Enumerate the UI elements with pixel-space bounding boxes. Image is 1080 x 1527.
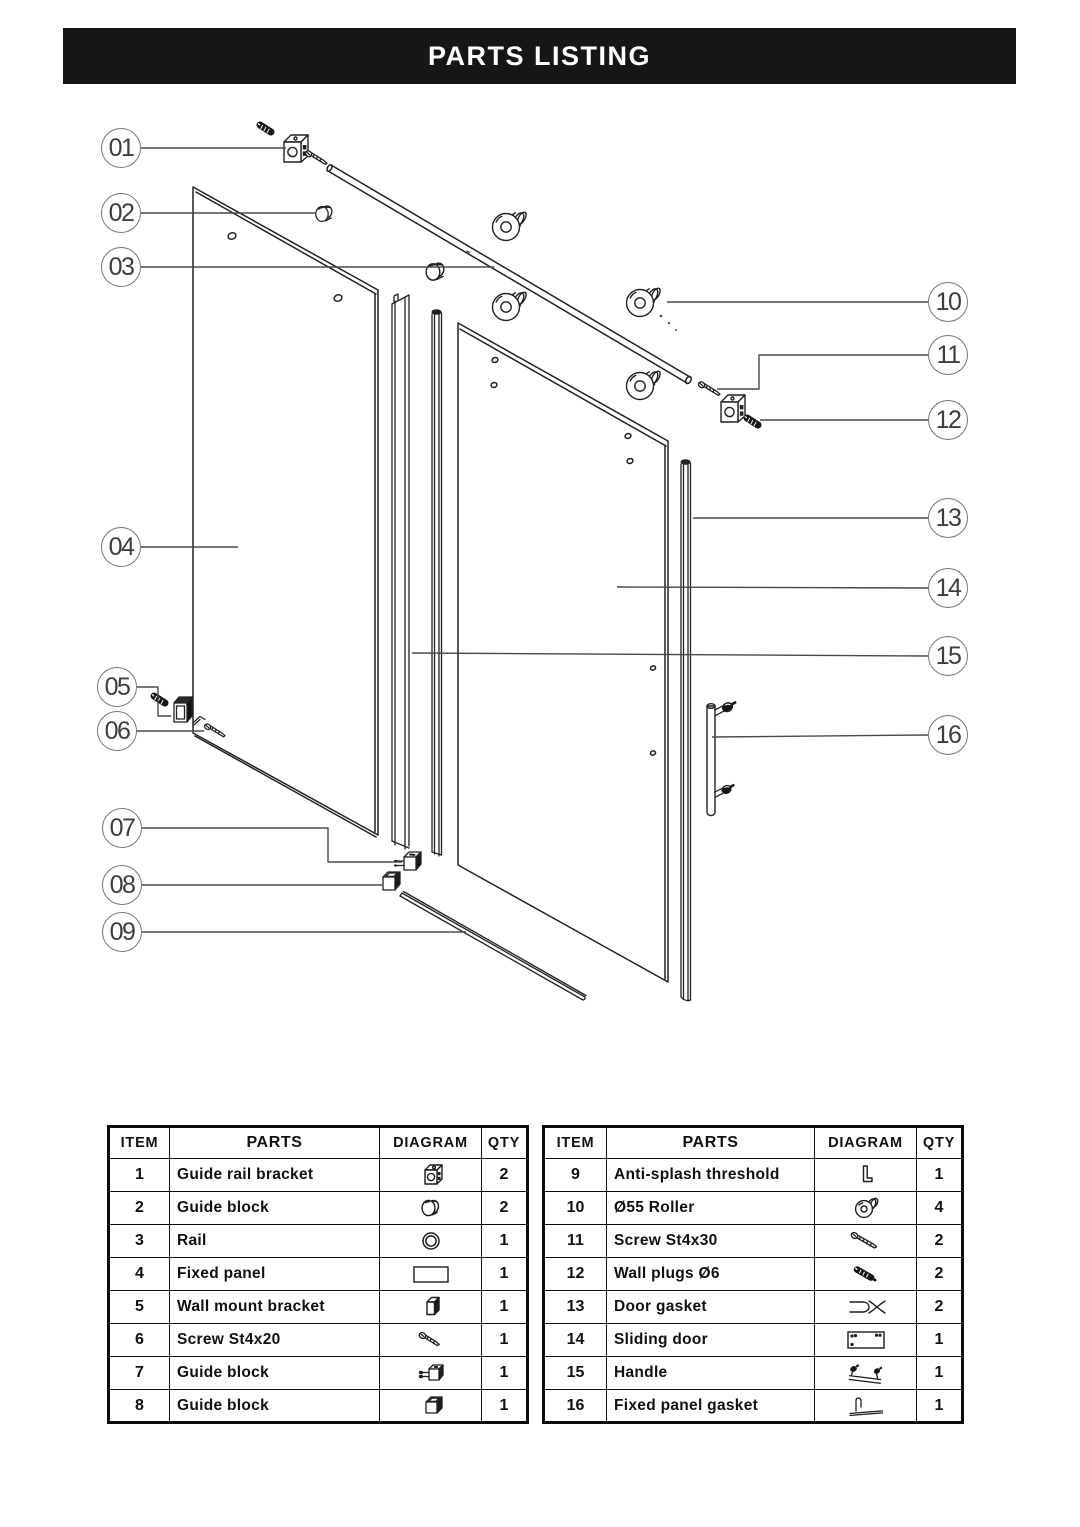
part-name-cell: Sliding door [607,1324,815,1357]
diagram-icon-cell [380,1390,482,1423]
callout-04: 04 [101,527,141,567]
parts-table-left [107,1125,529,1424]
screw-st4x30 [697,381,720,396]
item-number-cell: 12 [544,1258,607,1291]
roller [627,287,662,317]
parts-table-row [544,1192,963,1225]
guide-block-dome [426,261,446,280]
sliding-door-icon [836,1325,896,1355]
handle-screw-bottom [715,784,734,797]
item-number-cell: 13 [544,1291,607,1324]
col-header-diagram: DIAGRAM [815,1127,917,1159]
part-name-cell: Guide block [170,1390,380,1423]
callout-13: 13 [928,498,968,538]
parts-table-row [544,1390,963,1423]
part-name-cell: Rail [170,1225,380,1258]
diagram-icon-cell [380,1291,482,1324]
part-name-cell: Fixed panel [170,1258,380,1291]
guide-block-dome [316,204,334,221]
parts-table-row [544,1324,963,1357]
wall-plug-top [258,124,271,133]
qty-cell: 1 [482,1291,528,1324]
guide-rail-bracket-icon [401,1160,461,1190]
fixed-panel [193,187,378,837]
part-name-cell: Guide block [170,1192,380,1225]
guide-block-pins [394,852,421,870]
callout-10: 10 [928,282,968,322]
fixed-panel-gasket [392,294,409,849]
roller [493,291,528,321]
wall-mount-bracket-icon [401,1292,461,1322]
guide-block-pins-icon [401,1358,461,1388]
parts-table-row [109,1258,528,1291]
part-name-cell: Screw St4x30 [607,1225,815,1258]
item-number-cell: 9 [544,1159,607,1192]
diagram-icon-cell [380,1159,482,1192]
parts-table-left-body [109,1159,528,1423]
callout-08: 08 [102,865,142,905]
item-number-cell: 2 [109,1192,170,1225]
diagram-icon-cell [380,1225,482,1258]
qty-cell: 2 [917,1225,963,1258]
part-name-cell: Guide block [170,1357,380,1390]
handle [707,701,735,815]
item-number-cell: 4 [109,1258,170,1291]
parts-table-right-body [544,1159,963,1423]
callout-11: 11 [928,335,968,375]
part-name-cell: Ø55 Roller [607,1192,815,1225]
qty-cell: 1 [482,1225,528,1258]
qty-cell: 1 [482,1357,528,1390]
callout-14: 14 [928,568,968,608]
parts-table-row [544,1159,963,1192]
part-name-cell: Door gasket [607,1291,815,1324]
sliding-door [458,323,668,982]
parts-table-row [544,1291,963,1324]
parts-table-row [544,1225,963,1258]
item-number-cell: 11 [544,1225,607,1258]
wall-plug-right [745,417,758,426]
diagram-icon-cell [815,1258,917,1291]
callout-07: 07 [102,808,142,848]
handle-icon [836,1358,896,1388]
col-header-item: ITEM [109,1127,170,1159]
parts-table-row [109,1291,528,1324]
wall-mount-bracket [174,697,192,722]
callout-06: 06 [97,711,137,751]
alignment-dots [660,315,677,331]
col-header-qty: QTY [482,1127,528,1159]
item-number-cell: 1 [109,1159,170,1192]
parts-table-row [544,1258,963,1291]
diagram-icon-cell [815,1159,917,1192]
screw-top [304,150,327,165]
item-number-cell: 5 [109,1291,170,1324]
screw-st4x20-icon [401,1325,461,1355]
item-number-cell: 7 [109,1357,170,1390]
screw-st4x30-icon [836,1226,896,1256]
parts-table-row [109,1390,528,1423]
part-name-cell: Fixed panel gasket [607,1390,815,1423]
callout-02: 02 [101,193,141,233]
qty-cell: 1 [917,1357,963,1390]
parts-table-row [544,1357,963,1390]
diagram-icon-cell [815,1291,917,1324]
qty-cell: 1 [917,1159,963,1192]
parts-table-right-header [544,1127,963,1159]
callout-03: 03 [101,247,141,287]
guide-block-box-icon [401,1391,461,1421]
item-number-cell: 14 [544,1324,607,1357]
diagram-icon-cell [815,1324,917,1357]
diagram-icon-cell [380,1324,482,1357]
part-name-cell: Handle [607,1357,815,1390]
callout-15: 15 [928,636,968,676]
qty-cell: 1 [482,1258,528,1291]
parts-table-row [109,1324,528,1357]
item-number-cell: 3 [109,1225,170,1258]
anti-splash-threshold-icon [836,1160,896,1190]
handle-screw-top [715,701,736,715]
roller [493,211,528,241]
diagram-icon-cell [380,1258,482,1291]
col-header-qty: QTY [917,1127,963,1159]
qty-cell: 4 [917,1192,963,1225]
door-gasket-icon [836,1292,896,1322]
page-title: PARTS LISTING [427,40,651,71]
diagram-icon-cell [380,1192,482,1225]
parts-table-row [109,1225,528,1258]
part-name-cell: Screw St4x20 [170,1324,380,1357]
roller-icon [836,1193,896,1223]
callout-09: 09 [102,912,142,952]
part-name-cell: Wall mount bracket [170,1291,380,1324]
item-number-cell: 15 [544,1357,607,1390]
parts-table-row [109,1159,528,1192]
qty-cell: 2 [482,1159,528,1192]
fixed-panel-icon [401,1259,461,1289]
part-name-cell: Anti-splash threshold [607,1159,815,1192]
guide-block-box [383,872,400,890]
rail-icon [401,1226,461,1256]
qty-cell: 1 [482,1324,528,1357]
callout-01: 01 [101,128,141,168]
guide-rail-bracket-top [284,135,308,162]
qty-cell: 1 [917,1390,963,1423]
part-name-cell: Wall plugs Ø6 [607,1258,815,1291]
col-header-diagram: DIAGRAM [380,1127,482,1159]
qty-cell: 2 [482,1192,528,1225]
guide-rail-bracket-right [721,395,745,422]
qty-cell: 1 [917,1324,963,1357]
part-name-cell: Guide rail bracket [170,1159,380,1192]
wall-plugs-icon [836,1259,896,1289]
parts-table-left-header [109,1127,528,1159]
item-number-cell: 6 [109,1324,170,1357]
roller [627,370,662,400]
diagram-icon-cell [815,1390,917,1423]
col-header-item: ITEM [544,1127,607,1159]
door-gasket-right [681,459,691,1001]
fixed-panel-gasket-icon [836,1391,896,1421]
diagram-icon-cell [815,1225,917,1258]
qty-cell: 2 [917,1258,963,1291]
col-header-parts: PARTS [607,1127,815,1159]
callout-05: 05 [97,667,137,707]
parts-table-right [542,1125,964,1424]
callout-12: 12 [928,400,968,440]
diagram-icon-cell [815,1357,917,1390]
diagram-icon-cell [380,1357,482,1390]
parts-table-row [109,1357,528,1390]
qty-cell: 1 [482,1390,528,1423]
diagram-icon-cell [815,1192,917,1225]
qty-cell: 2 [917,1291,963,1324]
item-number-cell: 16 [544,1390,607,1423]
callout-16: 16 [928,715,968,755]
door-gasket-left [432,309,442,856]
item-number-cell: 8 [109,1390,170,1423]
col-header-parts: PARTS [170,1127,380,1159]
item-number-cell: 10 [544,1192,607,1225]
guide-block-dome-icon [401,1193,461,1223]
parts-table-row [109,1192,528,1225]
